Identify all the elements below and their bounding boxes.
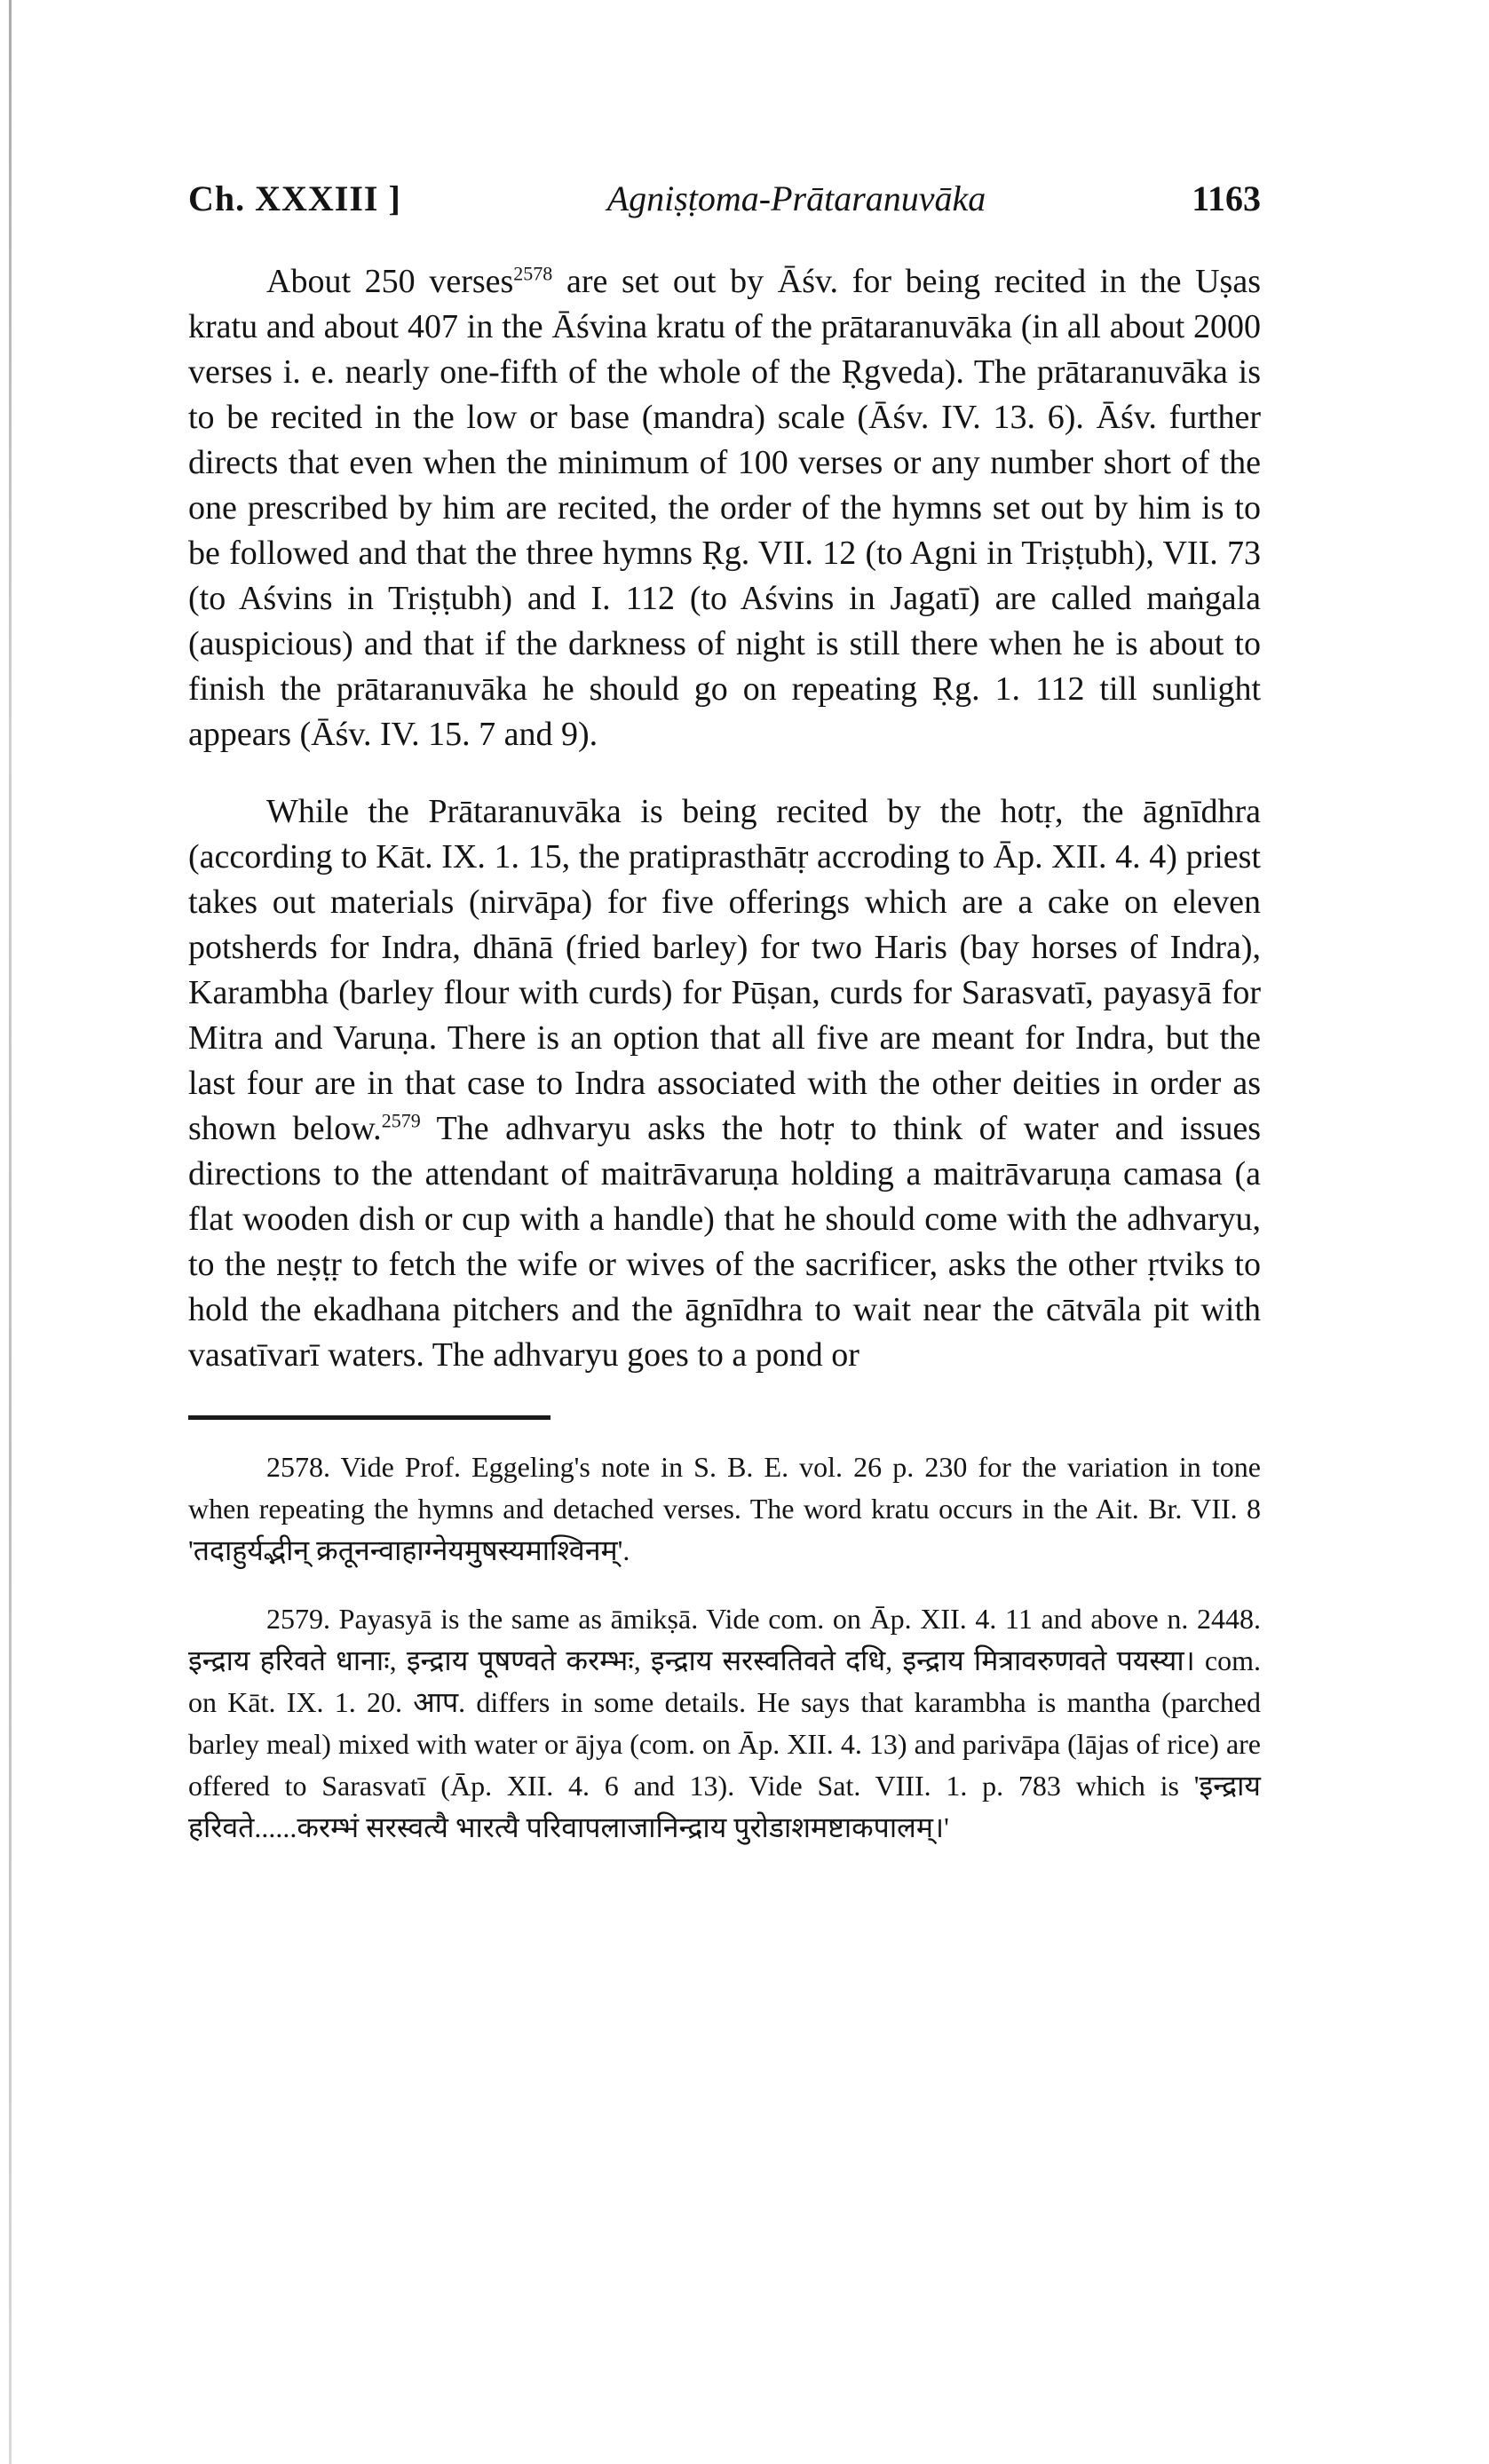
paragraph-1 bbox=[188, 259, 1261, 757]
paragraph-2-text-b: The adhvaryu asks the hotṛ to think of water and issues directions to the attendant of maitrāvaruṇa holding a maitrāvaruṇa camasa (a flat wooden dish or cup with a handle) that he should come with the adhvaryu, to the neṣṭṛ to fetch the wife or wives of the sacrificer, asks the other ṛtviks to hold the ekadhana pitchers and the āgnīdhra to wait near the cātvāla pit with vasatīvarī waters. The adhvaryu goes to a pond or bbox=[188, 1110, 1261, 1374]
book-page bbox=[188, 178, 1261, 1849]
page-number: 1163 bbox=[1192, 178, 1261, 218]
paragraph-1-text-a: About 250 verses bbox=[266, 263, 514, 300]
footnote-2578-text: Vide Prof. Eggeling's note in S. B. E. vol. 26 p. 230 for the variation in tone when repeating the hymns and detached verses. The word kratu occurs in the Ait. Br. VII. 8 'तदाहुर्यद्भीन् क्रतूनन्वाहाग्नेयमुषस्यमाश्विनम्'. bbox=[188, 1451, 1262, 1566]
footnote-separator bbox=[188, 1415, 550, 1420]
page-edge-line bbox=[9, 0, 12, 2464]
footnote-2579-text: Payasyā is the same as āmikṣā. Vide com. on Āp. XII. 4. 11 and above n. 2448. इन्द्राय हरिवते धानाः, इन्द्राय पूषण्वते करम्भः, इन्द्राय सरस्वतिवते दधि, इन्द्राय मित्रावरुणवते पयस्या। com. on Kāt. IX. 1. 20. आप. differs in some details. He says that karambha is mantha (parched barley meal) mixed with water or ājya (com. on Āp. XII. 4. 13) and parivāpa (lājas of rice) are offered to Sarasvatī (Āp. XII. 4. 6 and 13). Vide Sat. VIII. 1. p. 783 which is 'इन्द्राय हरिवते......करम्भं सरस्वत्यै भारत्यै परिवापलाजानिन्द्राय पुरोडाशमष्टाकपालम्।' bbox=[188, 1603, 1262, 1843]
section-title: Agniṣṭoma-Prātaranuvāka bbox=[606, 178, 986, 218]
footnote-2578 bbox=[188, 1446, 1261, 1572]
paragraph-2 bbox=[188, 789, 1261, 1378]
footnote-2579 bbox=[188, 1598, 1261, 1849]
paragraph-1-text-b: are set out by Āśv. for being recited in the Uṣas kratu and about 407 in the Āśvina kratu of the prātaranuvāka (in all about 2000 verses i. e. nearly one-fifth of the whole of the Ṛgveda). The prātaranuvāka is to be recited in the low or base (mandra) scale (Āśv. IV. 13. 6). Āśv. further directs that even when the minimum of 100 verses or any number short of the one prescribed by him are recited, the order of the hymns set out by him is to be followed and that the three hymns Ṛg. VII. 12 (to Agni in Triṣṭubh), VII. 73 (to Aśvins in Triṣṭubh) and I. 112 (to Aśvins in Jagatī) are called maṅgala (auspicious) and that if the darkness of night is still there when he is about to finish the prātaranuvāka he should go on repeating Ṛg. 1. 112 till sunlight appears (Āśv. IV. 15. 7 and 9). bbox=[188, 263, 1261, 753]
footnote-2578-number: 2578. bbox=[266, 1451, 330, 1483]
running-head bbox=[188, 178, 1261, 231]
footnote-2579-number: 2579. bbox=[266, 1603, 330, 1635]
footnote-ref-2579: 2579 bbox=[381, 1109, 421, 1132]
chapter-label: Ch. XXXIII ] bbox=[188, 178, 401, 218]
paragraph-2-text-a: While the Prātaranuvāka is being recited by the hotṛ, the āgnīdhra (according to Kāt. IX. 1. 15, the pratiprasthātṛ accroding to Āp. XII. 4. 4) priest takes out materials (nirvāpa) for five offerings which are a cake on eleven potsherds for Indra, dhānā (fried barley) for two Haris (bay horses of Indra), Karambha (barley flour with curds) for Pūṣan, curds for Sarasvatī, payasyā for Mitra and Varuṇa. There is an option that all five are meant for Indra, but the last four are in that case to Indra associated with the other deities in order as shown below. bbox=[188, 793, 1261, 1147]
footnote-ref-2578: 2578 bbox=[513, 262, 553, 285]
